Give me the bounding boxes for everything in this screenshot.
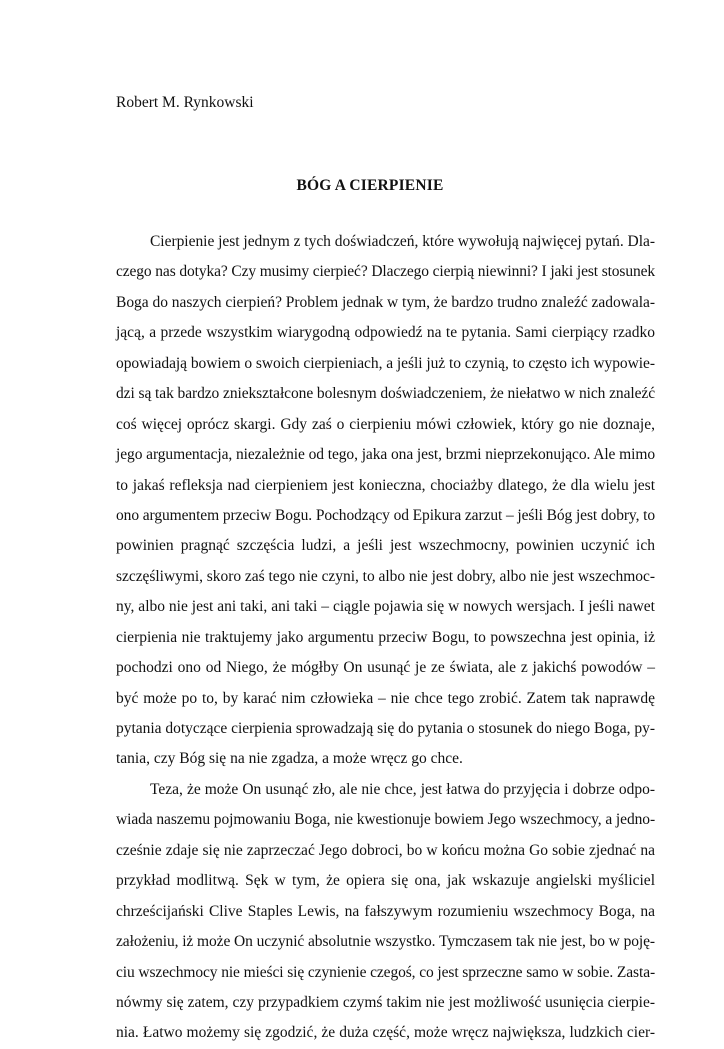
text-line: nia. Łatwo możemy się zgodzić, że duża część, może wręcz największa, ludzkich cier- [116,1024,655,1042]
body-text [116,227,655,1049]
paragraph-2 [116,775,655,1049]
text-line: przykład modlitwą. Sęk w tym, że opiera się ona, jak wskazuje angielski myśliciel [116,872,655,890]
document-title: BÓG A CIERPIENIE [296,177,444,194]
author-name: Robert M. Rynkowski [116,94,254,111]
text-line: wiada naszemu pojmowaniu Boga, nie kwestionuje bowiem Jego wszechmocy, a jedno- [116,811,656,829]
text-line: opowiadają bowiem o swoich cierpieniach, a jeśli już to czynią, to często ich wypowie- [116,354,655,372]
text-line: chrześcijański Clive Staples Lewis, na fałszywym rozumieniu wszechmocy Boga, na [116,902,655,920]
text-line: założeniu, iż może On uczynić absolutnie wszystko. Tymczasem tak nie jest, bo w poję- [116,933,655,951]
text-line: pytania dotyczące cierpienia sprowadzają się do pytania o stosunek do niego Boga, py- [116,720,655,737]
text-line: powinien pragnąć szczęścia ludzi, a jeśli jest wszechmocny, powinien uczynić ich [116,537,655,555]
text-line: dzi są tak bardzo zniekształcone bolesnym doświadczeniem, że niełatwo w nich znaleźć [116,385,655,403]
text-line: Boga do naszych cierpień? Problem jednak w tym, że bardzo trudno znaleźć zadowala- [116,293,656,311]
text-line: ny, albo nie jest ani taki, ani taki – ciągle pojawia się w nowych wersjach. I jeśli nawet [116,598,655,616]
text-line: Cierpienie jest jednym z tych doświadczeń, które wywołują najwięcej pytań. Dla- [150,233,655,250]
text-line: cześnie zdaje się nie zaprzeczać Jego dobroci, bo w końcu można Go sobie zjednać na [116,841,655,859]
text-line: to jakaś refleksja nad cierpieniem jest konieczna, chociażby dlatego, że dla wielu jest [116,476,655,494]
text-line: nówmy się zatem, czy przypadkiem czymś takim nie jest możliwość usunięcia cierpie- [116,993,655,1011]
text-line: czego nas dotyka? Czy musimy cierpieć? Dlaczego cierpią niewinni? I jaki jest stosunek [116,263,655,281]
text-line: być może po to, by karać nim człowieka – nie chce tego zrobić. Zatem tak naprawdę [116,689,655,707]
text-line: ono argumentem przeciw Bogu. Pochodzący od Epikura zarzut – jeśli Bóg jest dobry, to [116,506,656,524]
text-line: coś więcej oprócz skargi. Gdy zaś o cierpieniu mówi człowiek, który go nie doznaje, [116,415,655,433]
text-line: jącą, a przede wszystkim wiarygodną odpowiedź na te pytania. Sami cierpiący rzadko [116,324,655,342]
text-line: Teza, że może On usunąć zło, ale nie chce, jest łatwa do przyjęcia i dobrze odpo- [150,780,655,798]
text-line: tania, czy Bóg się na nie zgadza, a może wręcz go chce. [116,750,463,768]
paragraph-1 [116,227,655,775]
text-line: jego argumentacja, niezależnie od tego, jaka ona jest, brzmi nieprzekonująco. Ale mimo [116,446,656,464]
text-line: cierpienia nie traktujemy jako argumentu przeciw Bogu, to powszechna jest opinia, iż [116,628,655,646]
text-line: pochodzi ono od Niego, że mógłby On usunąć je ze świata, ale z jakichś powodów – [116,659,655,677]
text-line: ciu wszechmocy nie mieści się czynienie czegoś, co jest sprzeczne samo w sobie. Zasta- [116,963,656,981]
text-line: szczęśliwymi, skoro zaś tego nie czyni, to albo nie jest dobry, albo nie jest wszechmoc- [116,567,655,585]
